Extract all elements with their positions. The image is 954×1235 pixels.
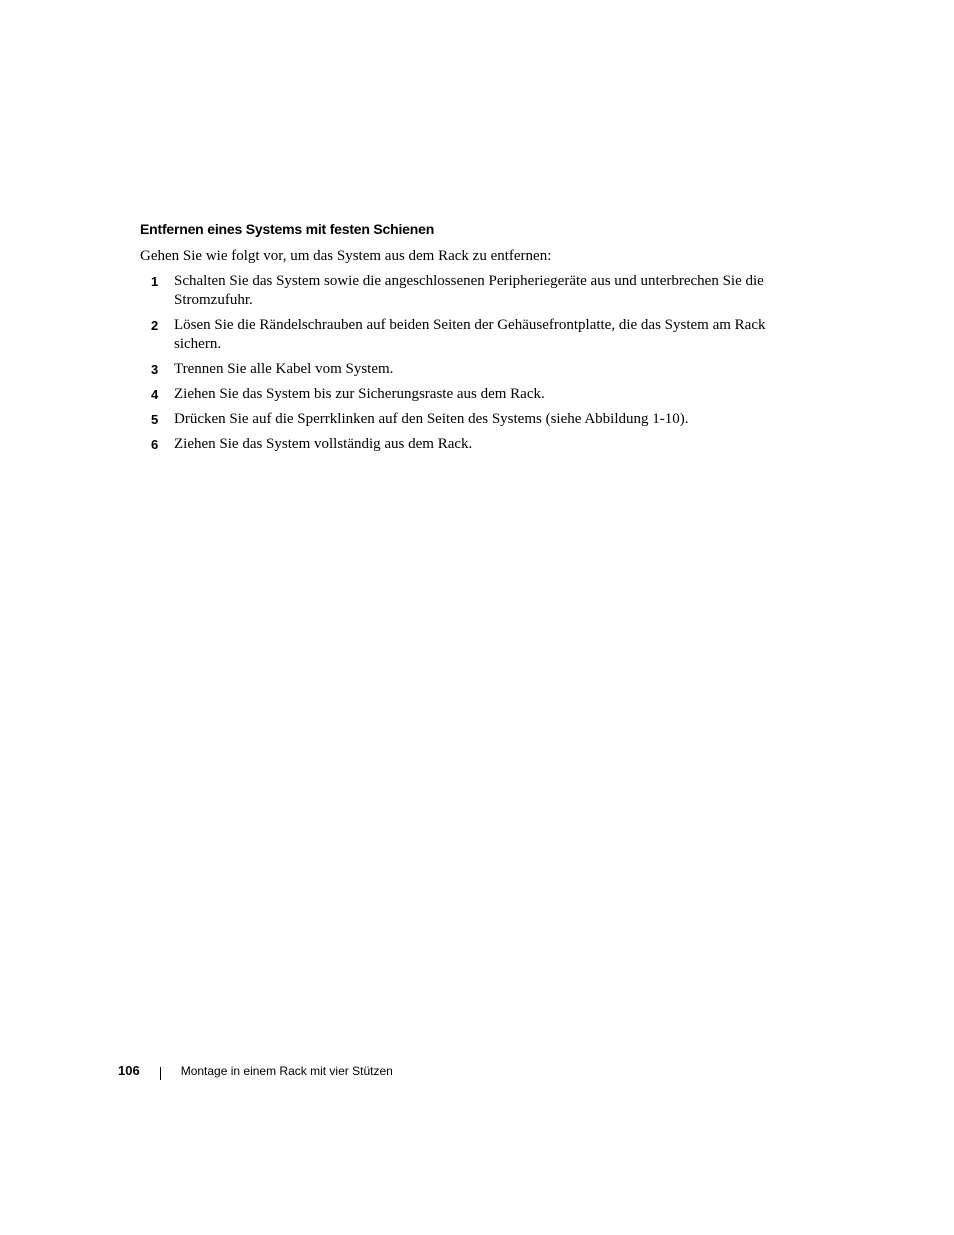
step-item	[140, 360, 820, 379]
page-number: 106	[118, 1063, 140, 1078]
step-item	[140, 385, 820, 404]
step-item	[140, 272, 820, 310]
step-item	[140, 316, 820, 354]
step-number: 2	[151, 318, 159, 333]
footer-divider	[160, 1067, 161, 1080]
step-number: 5	[151, 412, 159, 427]
section-heading: Entfernen eines Systems mit festen Schienen	[140, 221, 435, 237]
step-text: Ziehen Sie das System bis zur Sicherungsraste aus dem Rack.	[174, 386, 545, 402]
step-item	[140, 435, 820, 454]
step-number: 6	[151, 437, 159, 452]
step-text: Ziehen Sie das System vollständig aus dem Rack.	[174, 436, 473, 452]
step-text: Lösen Sie die Rändelschrauben auf beiden Seiten der Gehäusefrontplatte, die das System am Rack sichern.	[174, 317, 766, 352]
page-footer	[118, 1062, 393, 1080]
step-text: Trennen Sie alle Kabel vom System.	[174, 361, 394, 377]
step-number: 1	[151, 274, 159, 289]
intro-paragraph: Gehen Sie wie folgt vor, um das System aus dem Rack zu entfernen:	[140, 248, 552, 264]
procedure-steps	[140, 272, 820, 460]
step-number: 3	[151, 362, 159, 377]
step-item	[140, 410, 820, 429]
step-text: Schalten Sie das System sowie die angeschlossenen Peripheriegeräte aus und unterbrechen Sie die Stromzufuhr.	[174, 273, 764, 308]
step-number: 4	[151, 387, 159, 402]
footer-chapter-title: Montage in einem Rack mit vier Stützen	[180, 1064, 393, 1078]
step-text: Drücken Sie auf die Sperrklinken auf den Seiten des Systems (siehe Abbildung 1-10).	[174, 411, 689, 427]
